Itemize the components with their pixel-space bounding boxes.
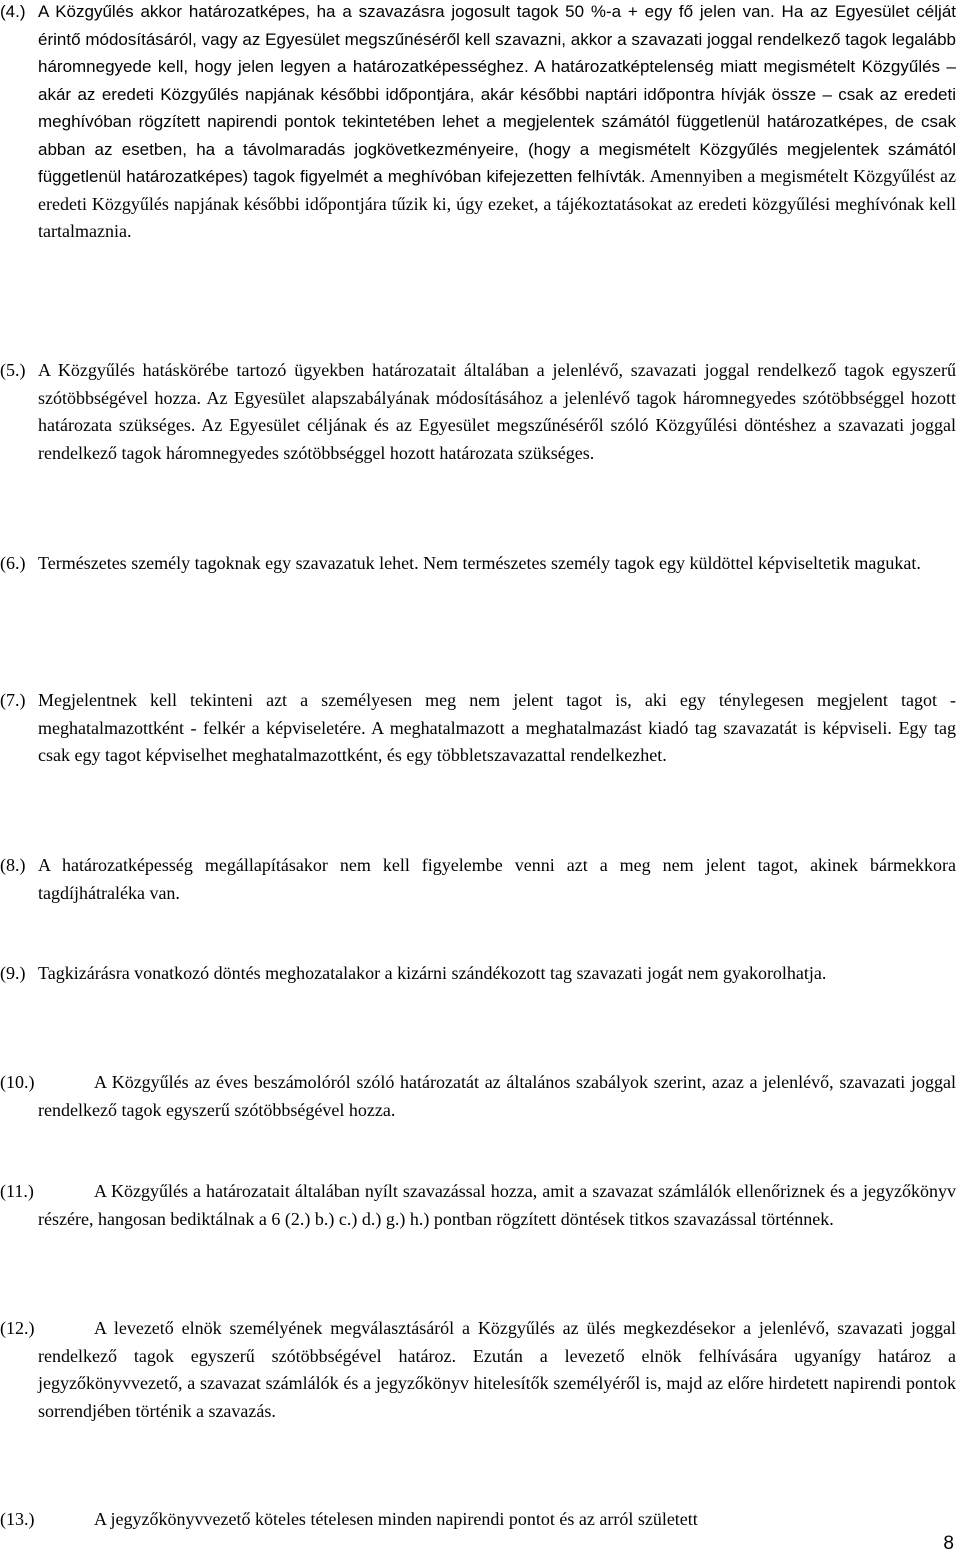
paragraph-5	[0, 357, 960, 467]
paragraph-text: A jegyzőkönyvvezető köteles tételesen minden napirendi pontot és az arról született	[94, 1509, 698, 1529]
paragraph-number: (10.)	[0, 1072, 35, 1092]
paragraph-13	[0, 1506, 960, 1534]
paragraph-11	[0, 1178, 960, 1233]
paragraph-text: Természetes személy tagoknak egy szavazatuk lehet. Nem természetes személy tagok egy küldöttel képviseltetik magukat.	[38, 553, 921, 573]
paragraph-4	[0, 0, 960, 246]
paragraph-text: A Közgyűlés hatáskörébe tartozó ügyekben határozatait általában a jelenlévő, szavazati joggal rendelkező tagok egyszerű szótöbbségével hozza. Az Egyesület alapszabályának módosításához a jelenlévő tagok háromnegyedes szótöbbséggel hozott határozata szükséges. Az Egyesület céljának és az Egyesület megszűnéséről szóló Közgyűlési döntéshez a szavazati joggal rendelkező tagok háromnegyedes szótöbbséggel hozott határozata szükséges.	[38, 360, 956, 463]
paragraph-9	[0, 960, 960, 988]
paragraph-7	[0, 687, 960, 770]
paragraph-text: Megjelentnek kell tekinteni azt a személyesen meg nem jelent tagot is, aki egy ténylegesen megjelent tagot - meghatalmazottként - felkér a képviseletére. A meghatalmazott a meghatalmazást kiadó tag szavazatát is képviseli. Egy tag csak egy tagot képviselhet meghatalmazottként, és egy többletszavazattal rendelkezhet.	[38, 690, 956, 765]
paragraph-number: (7.)	[0, 690, 26, 710]
paragraph-text: A határozatképesség megállapításakor nem kell figyelembe venni azt a meg nem jelent tagot, akinek bármekkora tagdíjhátraléka van.	[38, 855, 956, 903]
paragraph-text: A Közgyűlés akkor határozatképes, ha a szavazásra jogosult tagok 50 %-a + egy fő jelen van. Ha az Egyesület célját érintő módosításáról, vagy az Egyesület megszűnéséről kell szavazni, akkor a szavazati joggal rendelkező tagok legalább háromnegyede kell, hogy jelen legyen a határozatképességhez. A határozatképtelenség miatt megismételt Közgyűlés –akár az eredeti Közgyűlés napjának későbbi időpontjára, akár későbbi naptári időpontra hívják össze – csak az eredeti meghívóban rögzített napirendi pontok tekintetében lehet a megjelentek számától függetlenül határozatképes, de csak abban az esetben, ha a távolmaradás jogkövetkezményeire, (hogy a megismételt Közgyűlés megjelentek számától függetlenül határozatképes) tagok figyelmét a meghívóban kifejezetten felhívták.	[38, 2, 956, 186]
paragraph-text: A Közgyűlés az éves beszámolóról szóló határozatát az általános szabályok szerint, azaz a jelenlévő, szavazati joggal rendelkező tagok egyszerű szótöbbségével hozza.	[38, 1072, 956, 1120]
paragraph-text: Tagkizárásra vonatkozó döntés meghozatalakor a kizárni szándékozott tag szavazati jogát nem gyakorolhatja.	[38, 963, 827, 983]
paragraph-number: (6.)	[0, 553, 26, 573]
page-number: 8	[943, 1533, 954, 1554]
paragraph-text-continued: Amennyiben a megismételt Közgyűlést az eredeti Közgyűlés napjának későbbi időpontjára tűzik ki, úgy ezeket, a tájékoztatásokat az eredeti közgyűlési meghívónak kell tartalmaznia.	[38, 166, 956, 241]
paragraph-number: (12.)	[0, 1318, 35, 1338]
paragraph-number: (5.)	[0, 360, 26, 380]
paragraph-number: (13.)	[0, 1509, 35, 1529]
paragraph-12	[0, 1315, 960, 1425]
paragraph-text: A Közgyűlés a határozatait általában nyílt szavazással hozza, amit a szavazat számlálók ellenőriznek és a jegyzőkönyv részére, hangosan bediktálnak a 6 (2.) b.) c.) d.) g.) h.) pontban rögzített döntések titkos szavazással történnek.	[38, 1181, 956, 1229]
paragraph-6	[0, 550, 960, 578]
paragraph-number: (4.)	[0, 2, 26, 21]
paragraph-text: A levezető elnök személyének megválasztásáról a Közgyűlés az ülés megkezdésekor a jelenlévő, szavazati joggal rendelkező tagok egyszerű szótöbbségével határoz. Ezután a levezető elnök felhívására ugyanígy határoz a jegyzőkönyvvezető, a szavazat számlálók és a jegyzőkönyv hitelesítők személyéről is, majd az előre hirdetett napirendi pontok sorrendjében történik a szavazás.	[38, 1318, 956, 1421]
paragraph-number: (8.)	[0, 855, 26, 875]
paragraph-number: (11.)	[0, 1181, 34, 1201]
paragraph-10	[0, 1069, 960, 1124]
paragraph-number: (9.)	[0, 963, 26, 983]
paragraph-8	[0, 852, 960, 907]
